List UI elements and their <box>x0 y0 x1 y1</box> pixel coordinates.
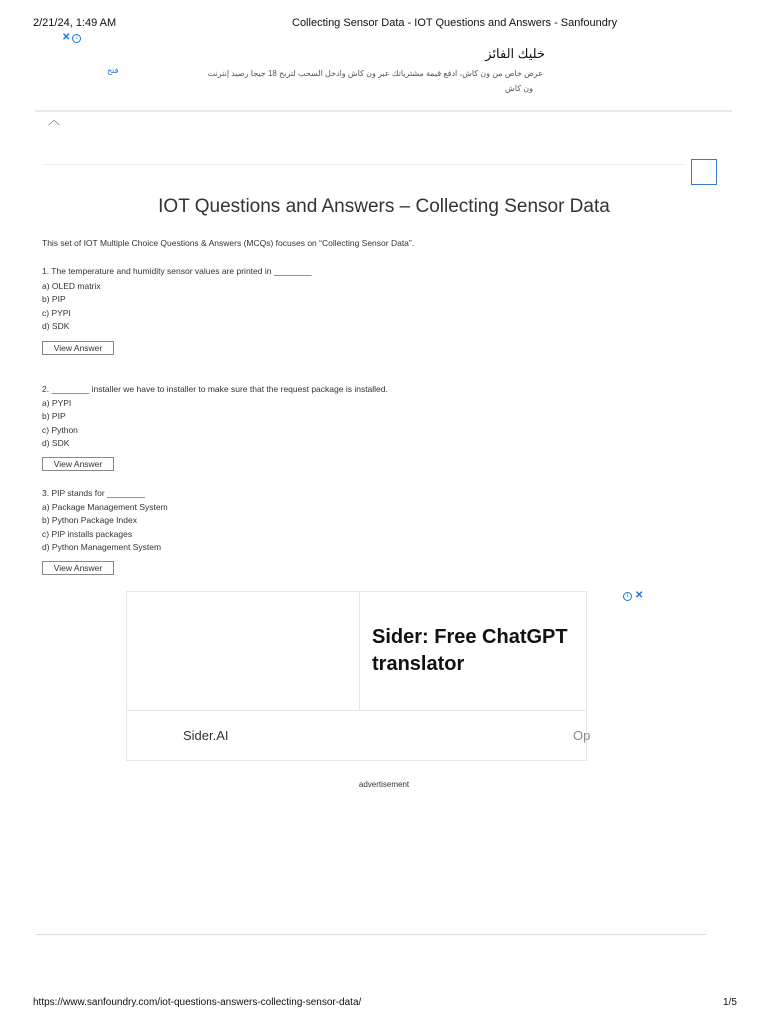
view-answer-button-2[interactable]: View Answer <box>42 457 114 471</box>
question-2-option-c: c) Python <box>42 425 78 435</box>
top-ad-banner[interactable] <box>60 33 555 108</box>
question-3-text: 3. PIP stands for ________ <box>42 488 145 498</box>
sider-ad[interactable] <box>126 591 642 761</box>
advertisement-label: advertisement <box>358 780 410 789</box>
ad-open-link[interactable]: فتح <box>107 66 119 75</box>
close-icon[interactable]: ✕ <box>635 590 644 601</box>
ad-controls <box>623 591 643 601</box>
print-page-title: Collecting Sensor Data - IOT Questions and Answers - Sanfoundry <box>292 17 618 29</box>
question-2-option-d: d) SDK <box>42 438 70 448</box>
ad-open-button[interactable]: Op <box>573 728 591 743</box>
article-title: IOT Questions and Answers – Collecting Sensor Data <box>158 196 610 217</box>
question-3-option-c: c) PIP installs packages <box>42 529 133 539</box>
chevron-up-icon[interactable]: ︿ <box>48 113 61 127</box>
ad-controls <box>62 33 81 43</box>
print-date: 2/21/24, 1:49 AM <box>33 17 117 29</box>
ad-headline[interactable] <box>372 624 587 678</box>
question-3-option-b: b) Python Package Index <box>42 515 137 525</box>
question-1-option-c: c) PYPI <box>42 308 71 318</box>
view-answer-button-1[interactable]: View Answer <box>42 341 114 355</box>
ad-body-line-2: ون كاش <box>505 84 533 93</box>
question-3-option-d: d) Python Management System <box>42 542 162 552</box>
ad-body-line-1: عرض خاص من ون كاش، ادفع قيمة مشترياتك عبر ون كاش وادخل السحب لتربح 18 جيجا رصيد إنترنت <box>207 69 543 78</box>
blue-square-box[interactable] <box>691 159 717 185</box>
divider <box>36 934 706 935</box>
question-1-option-d: d) SDK <box>42 321 70 331</box>
print-url: https://www.sanfoundry.com/iot-questions-answers-collecting-sensor-data/ <box>33 997 362 1008</box>
question-1-option-a: a) OLED matrix <box>42 281 101 291</box>
question-2-text: 2. ________ installer we have to installer to make sure that the request package is installed. <box>42 384 388 394</box>
divider <box>42 164 686 165</box>
info-icon[interactable]: i <box>72 34 81 43</box>
question-1-text: 1. The temperature and humidity sensor values are printed in ________ <box>42 266 312 276</box>
info-icon[interactable]: i <box>623 592 632 601</box>
article-intro: This set of IOT Multiple Choice Questions & Answers (MCQs) focuses on “Collecting Sensor Data”. <box>42 238 415 248</box>
view-answer-button-3[interactable]: View Answer <box>42 561 114 575</box>
divider <box>126 710 587 711</box>
question-3-option-a: a) Package Management System <box>42 502 168 512</box>
question-2-option-b: b) PIP <box>42 411 66 421</box>
question-2-option-a: a) PYPI <box>42 398 72 408</box>
print-page-number: 1/5 <box>723 997 737 1008</box>
divider <box>35 110 732 112</box>
question-1-option-b: b) PIP <box>42 294 66 304</box>
divider <box>359 591 360 710</box>
ad-headline-line-2: translator <box>372 653 465 675</box>
ad-brand[interactable]: Sider.AI <box>183 728 229 743</box>
close-icon[interactable]: ✕ <box>62 32 71 43</box>
ad-headline-line-1: Sider: Free ChatGPT <box>372 626 568 648</box>
ad-headline: خليك الفائز <box>485 46 545 61</box>
